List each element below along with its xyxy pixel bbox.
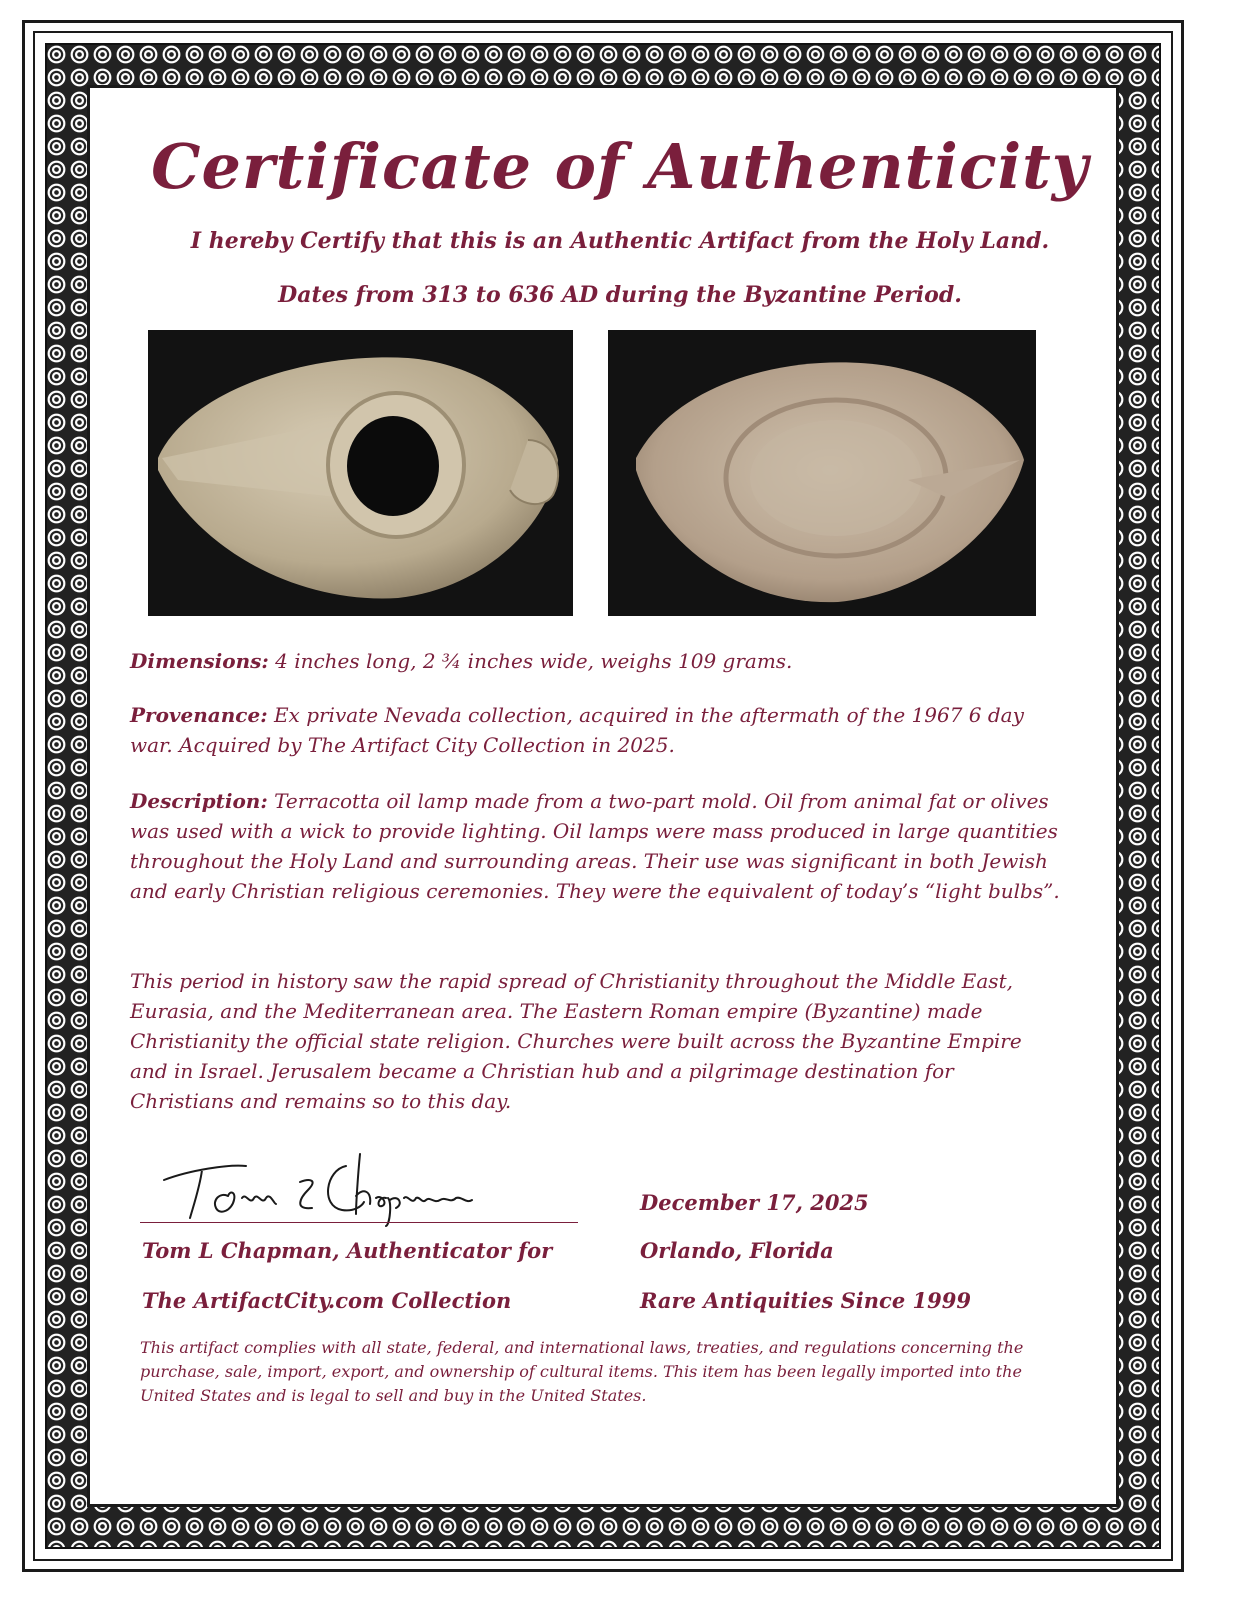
- dimensions-paragraph: [130, 646, 1060, 676]
- provenance-text: Ex private Nevada collection, acquired in the aftermath of the 1967 6 day war. Acquired by The Artifact City Collection in 2025.: [130, 703, 1024, 757]
- certification-statement: I hereby Certify that this is an Authentic Artifact from the Holy Land.: [190, 228, 1050, 254]
- certificate-title: Certificate of Authenticity: [151, 130, 1089, 203]
- collection-name: The ArtifactCity.com Collection: [142, 1288, 512, 1313]
- authenticator-name: Tom L Chapman, Authenticator for: [142, 1238, 553, 1263]
- oil-lamp-bottom-image: [608, 330, 1036, 616]
- provenance-paragraph: [130, 700, 1030, 760]
- certificate-location: Orlando, Florida: [640, 1238, 834, 1263]
- signature-line: [140, 1222, 578, 1223]
- legal-compliance-note: This artifact complies with all state, federal, and international laws, treaties, and regulations concerning the purchase, sale, import, export, and ownership of cultural items. This item has been legally imported into the United States and is legal to sell and buy in the United States.: [140, 1338, 1024, 1405]
- description-paragraph: [130, 786, 1060, 906]
- certificate-date: December 17, 2025: [640, 1190, 869, 1215]
- history-paragraph: This period in history saw the rapid spread of Christianity throughout the Middle East, Eurasia, and the Mediterranean area. The Eastern Roman empire (Byzantine) made Christianity the official state religion. Churches were built across the Byzantine Empire and in Israel. Jerusalem became a Christian hub and a pilgrimage destination for Christians and remains so to this day.: [130, 969, 1022, 1113]
- dimensions-text: 4 inches long, 2 ¾ inches wide, weighs 109 grams.: [268, 649, 793, 673]
- company-tagline: Rare Antiquities Since 1999: [640, 1288, 971, 1313]
- description-text: Terracotta oil lamp made from a two-part mold. Oil from animal fat or olives was used with a wick to provide lighting. Oil lamps were mass produced in large quantities throughout the Holy Land and surrounding areas. Their use was significant in both Jewish and early Christian religious ceremonies. They were the equivalent of today’s “light bulbs”.: [130, 789, 1060, 903]
- lamp-photo-top: [148, 330, 573, 616]
- provenance-label: Provenance:: [130, 703, 268, 727]
- signature-image: [150, 1134, 510, 1230]
- dimensions-label: Dimensions:: [130, 649, 269, 673]
- description-label: Description:: [130, 789, 268, 813]
- oil-lamp-top-image: [148, 330, 573, 616]
- dating-statement: Dates from 313 to 636 AD during the Byzantine Period.: [278, 282, 962, 308]
- lamp-photo-bottom: [608, 330, 1036, 616]
